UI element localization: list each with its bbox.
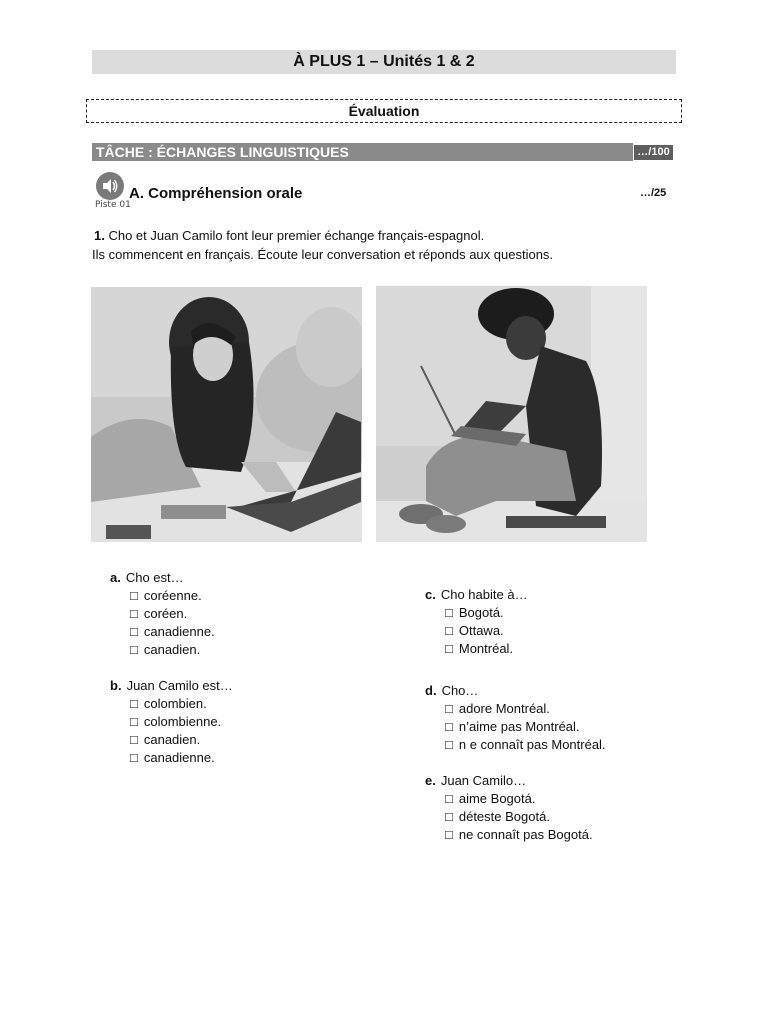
answer-option[interactable]: □ n e connaît pas Montréal.	[445, 737, 606, 752]
answer-option[interactable]: □ colombien.	[130, 696, 207, 711]
answer-option[interactable]: □ canadienne.	[130, 750, 215, 765]
answer-option[interactable]: □ aime Bogotá.	[445, 791, 536, 806]
checkbox[interactable]: □	[445, 623, 453, 638]
question-prompt: e. Juan Camilo…	[425, 773, 527, 788]
question-b	[110, 677, 233, 767]
answer-option[interactable]: □ canadien.	[130, 732, 201, 747]
checkbox[interactable]: □	[445, 791, 453, 806]
checkbox[interactable]: □	[130, 696, 138, 711]
task-score: …/100	[634, 145, 673, 160]
answer-option[interactable]: □ colombienne.	[130, 714, 222, 729]
question-c	[425, 586, 528, 658]
checkbox[interactable]: □	[130, 606, 138, 621]
checkbox[interactable]: □	[130, 642, 138, 657]
question-prompt: d. Cho…	[425, 683, 479, 698]
answer-option[interactable]: □ adore Montréal.	[445, 701, 550, 716]
instruction-line-2: Ils commencent en français. Écoute leur conversation et réponds aux questions.	[92, 247, 554, 262]
answer-option[interactable]: □ déteste Bogotá.	[445, 809, 550, 824]
checkbox[interactable]: □	[445, 641, 453, 656]
answer-option[interactable]: □ Ottawa.	[445, 623, 504, 638]
checkbox[interactable]: □	[130, 588, 138, 603]
checkbox[interactable]: □	[445, 605, 453, 620]
photo-girl-with-laptop	[91, 287, 362, 542]
answer-option[interactable]: □ n’aime pas Montréal.	[445, 719, 580, 734]
question-prompt: c. Cho habite à…	[425, 587, 528, 602]
instruction-line-1	[94, 228, 484, 243]
question-e	[425, 772, 593, 844]
question-prompt: b. Juan Camilo est…	[110, 678, 233, 693]
checkbox[interactable]: □	[130, 750, 138, 765]
answer-option[interactable]: □ ne connaît pas Bogotá.	[445, 827, 593, 842]
checkbox[interactable]: □	[445, 809, 453, 824]
photo-boy-with-laptop	[376, 286, 647, 542]
answer-option[interactable]: □ coréen.	[130, 606, 188, 621]
instruction-number: 1.	[94, 228, 105, 243]
answer-option[interactable]: □ Bogotá.	[445, 605, 504, 620]
answer-option[interactable]: □ canadienne.	[130, 624, 215, 639]
checkbox[interactable]: □	[445, 737, 453, 752]
section-score: …/25	[640, 187, 667, 199]
checkbox[interactable]: □	[130, 732, 138, 747]
question-prompt: a. Cho est…	[110, 570, 184, 585]
speaker-icon[interactable]	[96, 172, 124, 200]
checkbox[interactable]: □	[445, 827, 453, 842]
answer-option[interactable]: □ Montréal.	[445, 641, 514, 656]
instruction-text-1: Cho et Juan Camilo font leur premier échange français-espagnol.	[108, 228, 485, 243]
page-title: À PLUS 1 – Unités 1 & 2	[92, 50, 676, 74]
task-title: TÂCHE : ÉCHANGES LINGUISTIQUES	[92, 143, 633, 161]
checkbox[interactable]: □	[445, 719, 453, 734]
checkbox[interactable]: □	[130, 714, 138, 729]
question-a	[110, 569, 215, 659]
question-d	[425, 682, 606, 754]
section-title: A. Compréhension orale	[129, 185, 303, 202]
answer-option[interactable]: □ canadien.	[130, 642, 201, 657]
checkbox[interactable]: □	[130, 624, 138, 639]
evaluation-heading: Évaluation	[86, 99, 682, 123]
answer-option[interactable]: □ coréenne.	[130, 588, 202, 603]
track-label: Piste 01	[95, 200, 131, 210]
checkbox[interactable]: □	[445, 701, 453, 716]
